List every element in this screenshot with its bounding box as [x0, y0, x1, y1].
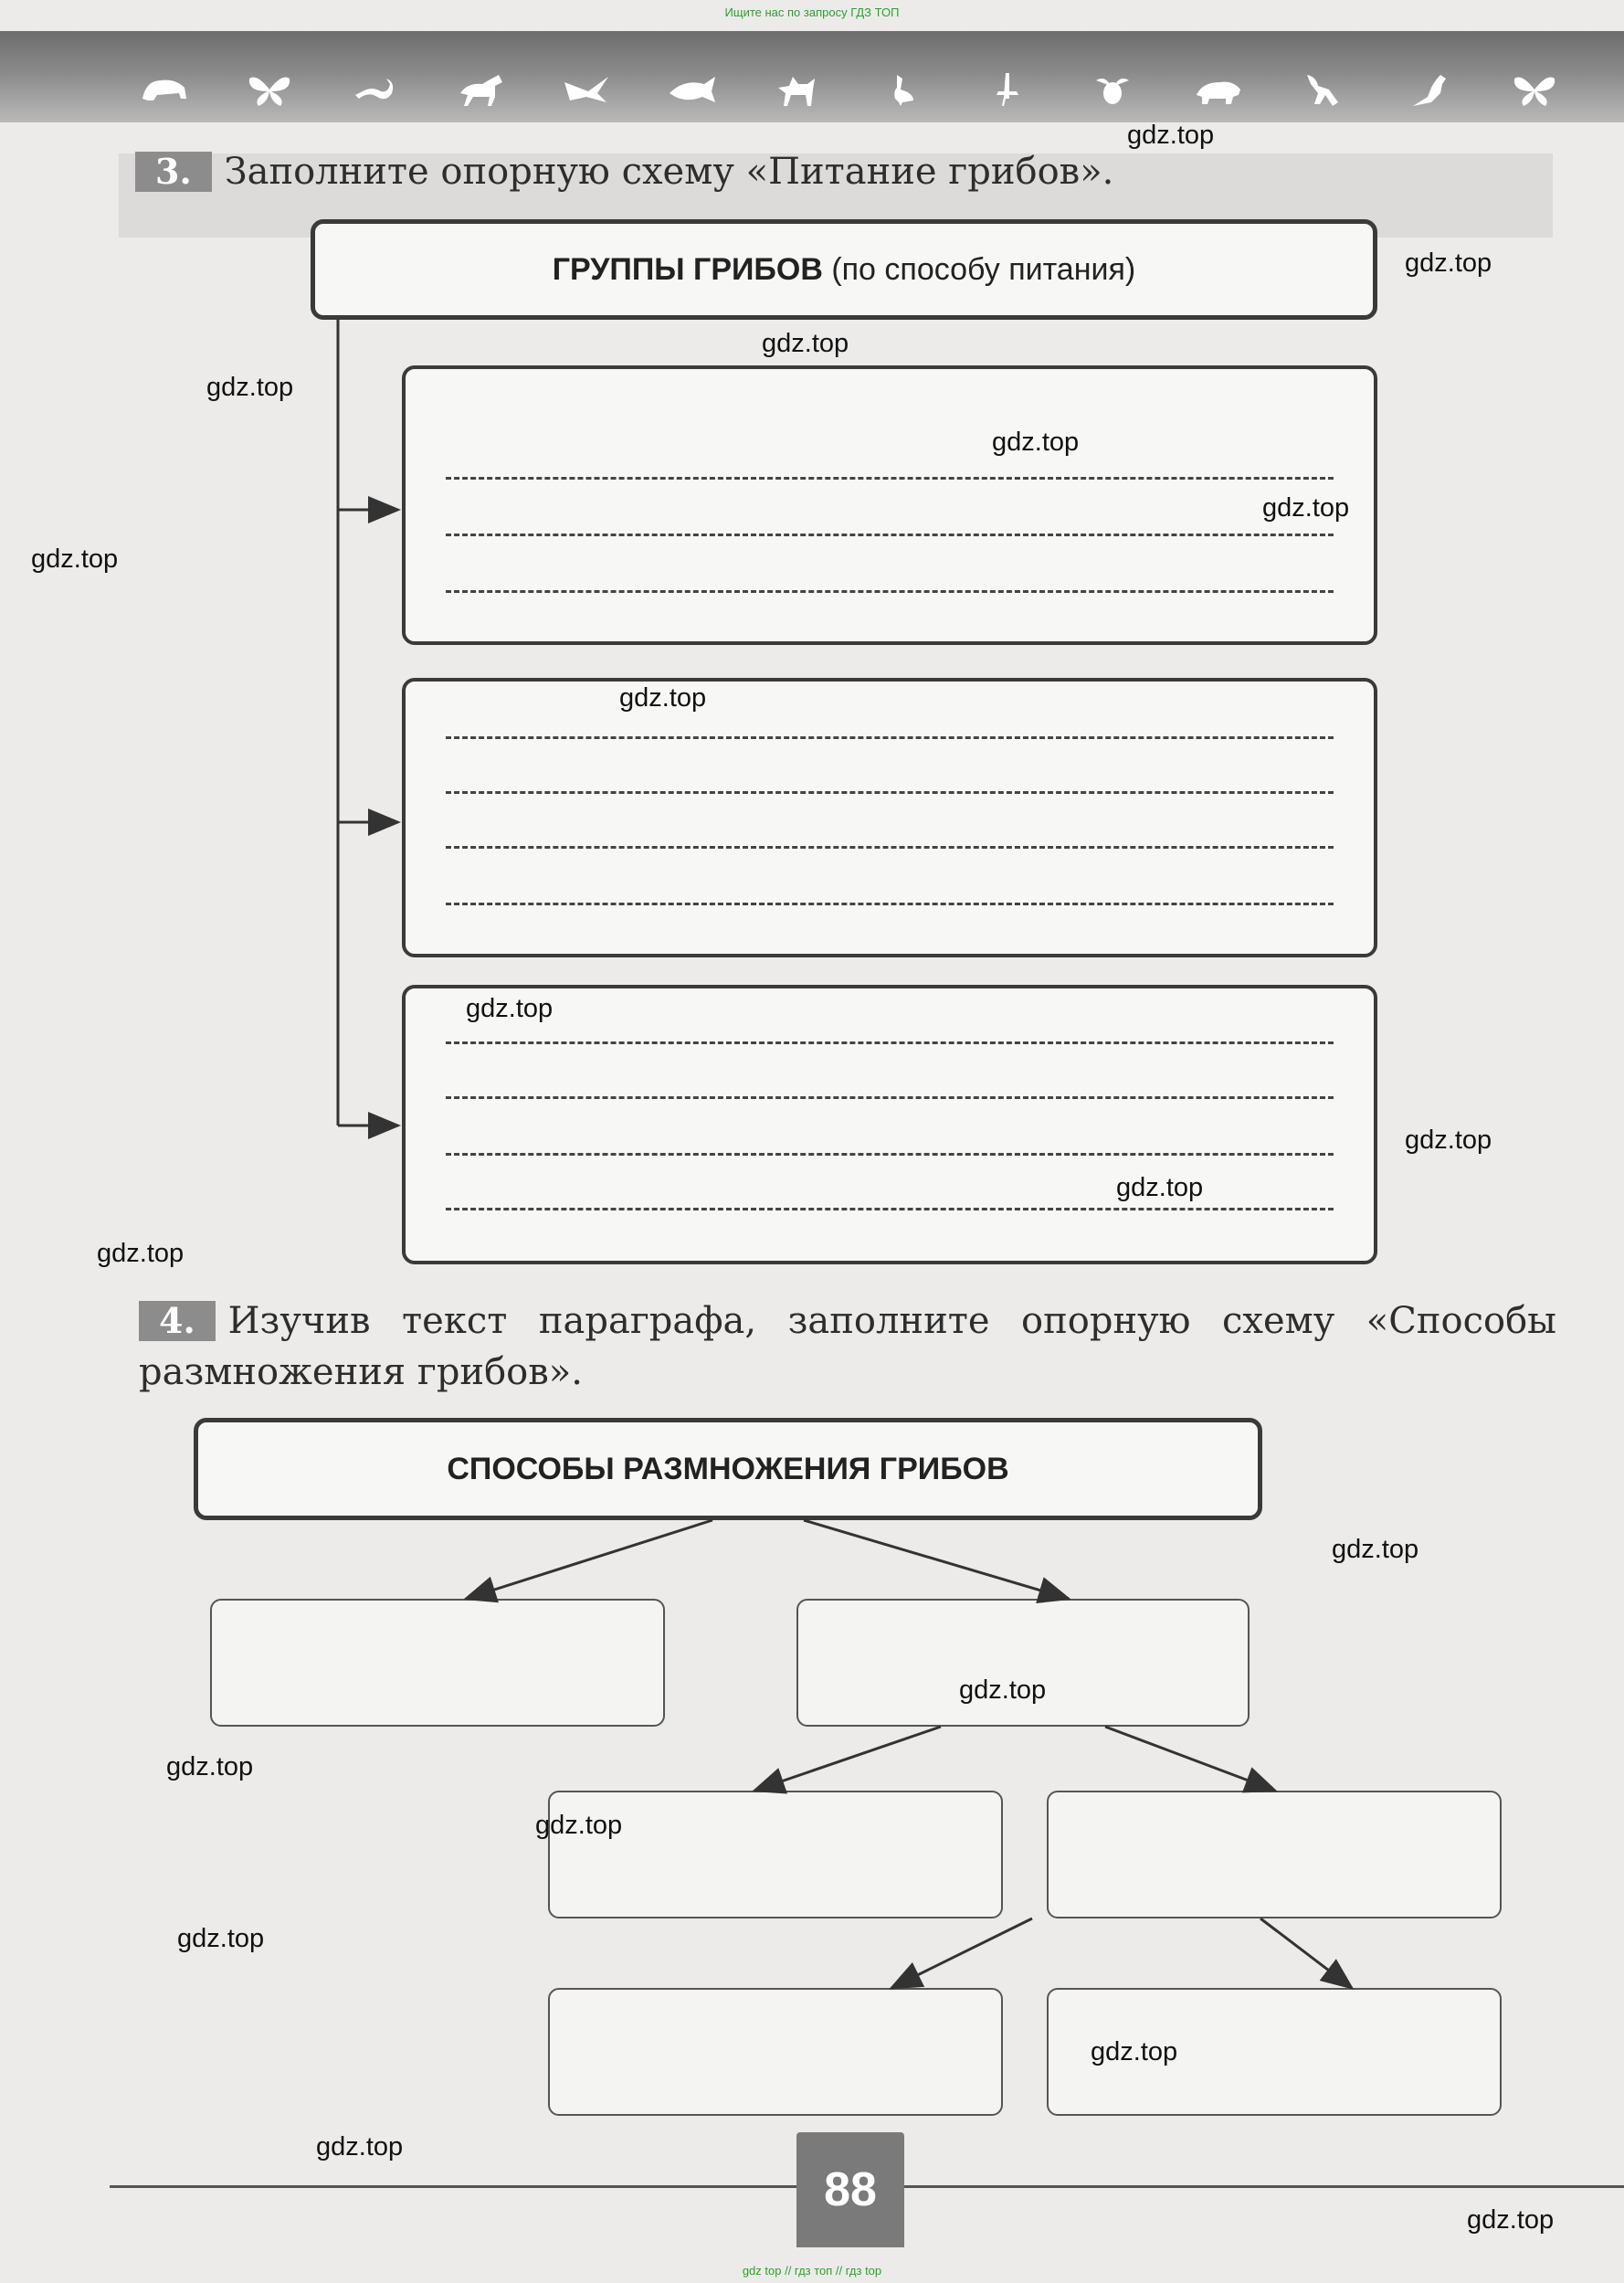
watermark: gdz.top [1091, 2037, 1178, 2066]
task-title: Заполните опорную схему «Питание грибов». [224, 151, 1114, 193]
watermark: gdz.top [1332, 1535, 1419, 1564]
watermark: gdz.top [31, 544, 119, 574]
arrow-to-box-2 [804, 1520, 1069, 1599]
watermark: gdz.top [316, 2132, 404, 2161]
watermark: gdz.top [177, 1924, 265, 1953]
watermark: gdz.top [762, 329, 849, 358]
watermark: gdz.top [1467, 2205, 1555, 2235]
arrow-to-box-3 [754, 1727, 941, 1791]
page-number: 88 [796, 2132, 904, 2247]
bottom-note: gdz top // гдз топ // гдз top [742, 2264, 882, 2278]
watermark: gdz.top [1262, 493, 1350, 523]
header-text: СПОСОБЫ РАЗМНОЖЕНИЯ ГРИБОВ [447, 1451, 1009, 1486]
arrow-to-box-5 [891, 1918, 1032, 1988]
watermark: gdz.top [992, 428, 1080, 457]
watermark: gdz.top [466, 994, 554, 1023]
header-normal-text: (по способу питания) [822, 251, 1136, 287]
watermark: gdz.top [97, 1239, 185, 1268]
watermark: gdz.top [206, 373, 294, 402]
task-number: 4. [139, 1301, 216, 1341]
arrow-to-box-1 [466, 1520, 712, 1599]
watermark: gdz.top [1116, 1173, 1204, 1202]
header-bold-text: ГРУППЫ ГРИБОВ [552, 251, 823, 287]
arrow-to-box-6 [1260, 1918, 1352, 1988]
watermark: gdz.top [1405, 248, 1492, 278]
watermark: gdz.top [619, 683, 707, 713]
task-title: Изучив текст параграфа, заполните опорную схему «Способы размножения грибов». [139, 1300, 1556, 1393]
top-note: Ищите нас по запросу ГДЗ ТОП [724, 5, 900, 19]
task-number: 3. [135, 152, 212, 192]
arrow-to-box-4 [1105, 1727, 1275, 1791]
watermark: gdz.top [535, 1811, 623, 1840]
watermark: gdz.top [959, 1675, 1047, 1705]
watermark: gdz.top [1405, 1126, 1492, 1155]
watermark: gdz.top [166, 1752, 254, 1781]
watermark: gdz.top [1127, 121, 1215, 150]
